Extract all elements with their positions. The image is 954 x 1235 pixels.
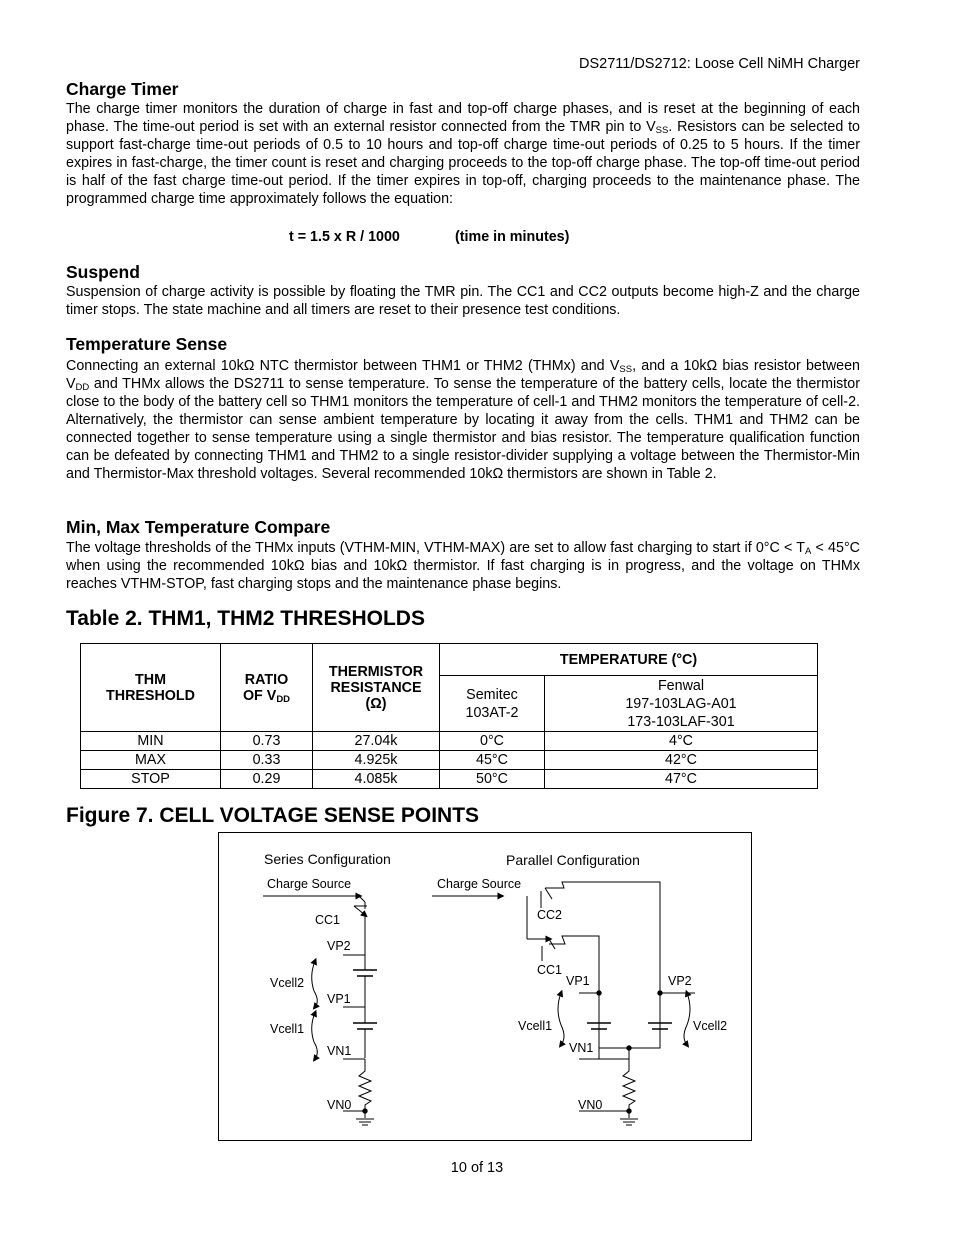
header-thermistor-resistance: THERMISTOR RESISTANCE (Ω) <box>313 644 440 732</box>
parallel-circuit <box>432 882 695 1125</box>
label-vcell2-parallel: Vcell2 <box>693 1019 728 1033</box>
header-ratio: RATIO OF $V_{DD}$ <box>221 644 313 732</box>
cell-fenwal: 47°C <box>545 770 818 789</box>
heading-temperature-sense: Temperature Sense <box>66 334 228 354</box>
cell-resistance: 4.925k <box>313 751 440 770</box>
table-2-title: Table 2. THM1, THM2 THRESHOLDS <box>66 607 425 630</box>
page-number: 10 of 13 <box>450 1160 504 1176</box>
label-vp1-parallel: VP1 <box>566 974 590 988</box>
label-charge-source-parallel: Charge Source <box>437 877 522 891</box>
label-vcell1-parallel: Vcell1 <box>518 1019 553 1033</box>
timer-equation: t = 1.5 x R / 1000 <box>289 229 400 245</box>
label-vn1-parallel: VN1 <box>569 1041 594 1055</box>
thresholds-table <box>80 643 818 789</box>
table-row <box>81 732 818 751</box>
cell-fenwal: 42°C <box>545 751 818 770</box>
label-vn0-parallel: VN0 <box>578 1098 603 1112</box>
label-vcell1-series: Vcell1 <box>270 1022 305 1036</box>
cell-ratio: 0.73 <box>221 732 313 751</box>
cell-semitec: 0°C <box>440 732 545 751</box>
heading-charge-timer: Charge Timer <box>66 79 179 99</box>
paragraph-min-max-temperature: The voltage thresholds of the THMx inputs (VTHM-MIN, VTHM-MAX) are set to allow fast charging to start if $0^\circ C < T_A < 45^\circ C$ when using the recommended 10kΩ bias and 10kΩ thermistor. If fast charging is in progress, and the voltage on THMx reaches VTHM-STOP, fast charging stops and the maintenance phase begins. <box>66 540 860 592</box>
cell-fenwal: 4°C <box>545 732 818 751</box>
cell-ratio: 0.29 <box>221 770 313 789</box>
cell-threshold: STOP <box>81 770 221 789</box>
header-semitec: Semitec 103AT-2 <box>440 676 545 732</box>
label-vn0-series: VN0 <box>327 1098 352 1112</box>
paragraph-temperature-sense: Connecting an external 10kΩ NTC thermistor between THM1 or THM2 (THMx) and $V_{SS}$, and a 10kΩ bias resistor between $V_{DD}$ and THMx allows the DS2711 to sense temperature. To sense the temperature of the battery cells, locate the thermistor close to the body of the battery cell so THM1 monitors the temperature of cell-1 and THM2 monitors the temperature of cell-2. Alternatively, the thermistor can sense ambient temperature by locating it away from the cells. THM1 and THM2 can be connected together to sense temperature using a single thermistor and bias resistor. The temperature qualification function can be defeated by connecting THM1 and THM2 to a single resistor-divider supplying a voltage between the Thermistor-Min and Thermistor-Max threshold voltages. Several recommended 10kΩ thermistors are shown in Table 2. <box>66 358 860 482</box>
cell-threshold: MAX <box>81 751 221 770</box>
label-vp2-parallel: VP2 <box>668 974 692 988</box>
label-vcell2-series: Vcell2 <box>270 976 305 990</box>
heading-min-max-temperature: Min, Max Temperature Compare <box>66 517 331 537</box>
paragraph-charge-timer: The charge timer monitors the duration of charge in fast and top-off charge phases, and is reset at the beginning of each phase. The time-out period is set with an external resistor connected from the TMR pin to $V_{SS}$. Resistors can be selected to support fast-charge time-out periods of 0.5 to 10 hours and top-off charge time-out periods of 0.25 to 5 hours. If the timer expires in fast-charge, the timer count is reset and charging proceeds to the top-off charge phase. The top-off time-out period is half of the fast charge time-out period. If the timer expires in top-off, charging proceeds to the maintenance phase. The programmed charge time approximately follows the equation: <box>66 101 860 207</box>
circuit-diagram <box>219 833 753 1142</box>
label-vp1-series: VP1 <box>327 992 351 1006</box>
table-row <box>81 770 818 789</box>
series-config-title: Series Configuration <box>264 851 391 867</box>
label-vp2-series: VP2 <box>327 939 351 953</box>
timer-equation-note: (time in minutes) <box>455 229 570 245</box>
circuit-figure <box>218 832 752 1141</box>
label-cc2-parallel: CC2 <box>537 908 563 922</box>
cell-semitec: 45°C <box>440 751 545 770</box>
label-cc1-parallel: CC1 <box>537 963 563 977</box>
heading-suspend: Suspend <box>66 262 140 282</box>
paragraph-suspend: Suspension of charge activity is possible by floating the TMR pin. The CC1 and CC2 outputs become high-Z and the charge timer stops. The state machine and all timers are reset to their presence test conditions. <box>66 284 860 318</box>
header-fenwal: Fenwal 197-103LAG-A01 173-103LAF-301 <box>545 676 818 732</box>
parallel-config-title: Parallel Configuration <box>506 852 640 868</box>
cell-threshold: MIN <box>81 732 221 751</box>
figure-7-title: Figure 7. CELL VOLTAGE SENSE POINTS <box>66 804 480 827</box>
cell-resistance: 27.04k <box>313 732 440 751</box>
cell-resistance: 4.085k <box>313 770 440 789</box>
header-temperature: TEMPERATURE (°C) <box>440 644 818 676</box>
series-circuit <box>263 896 377 1125</box>
table-row <box>81 751 818 770</box>
label-vn1-series: VN1 <box>327 1044 352 1058</box>
label-charge-source-series: Charge Source <box>267 877 352 891</box>
cell-semitec: 50°C <box>440 770 545 789</box>
header-thm-threshold: THM THRESHOLD <box>81 644 221 732</box>
cell-ratio: 0.33 <box>221 751 313 770</box>
document-header: DS2711/DS2712: Loose Cell NiMH Charger <box>578 56 860 72</box>
label-cc1-series: CC1 <box>315 913 341 927</box>
